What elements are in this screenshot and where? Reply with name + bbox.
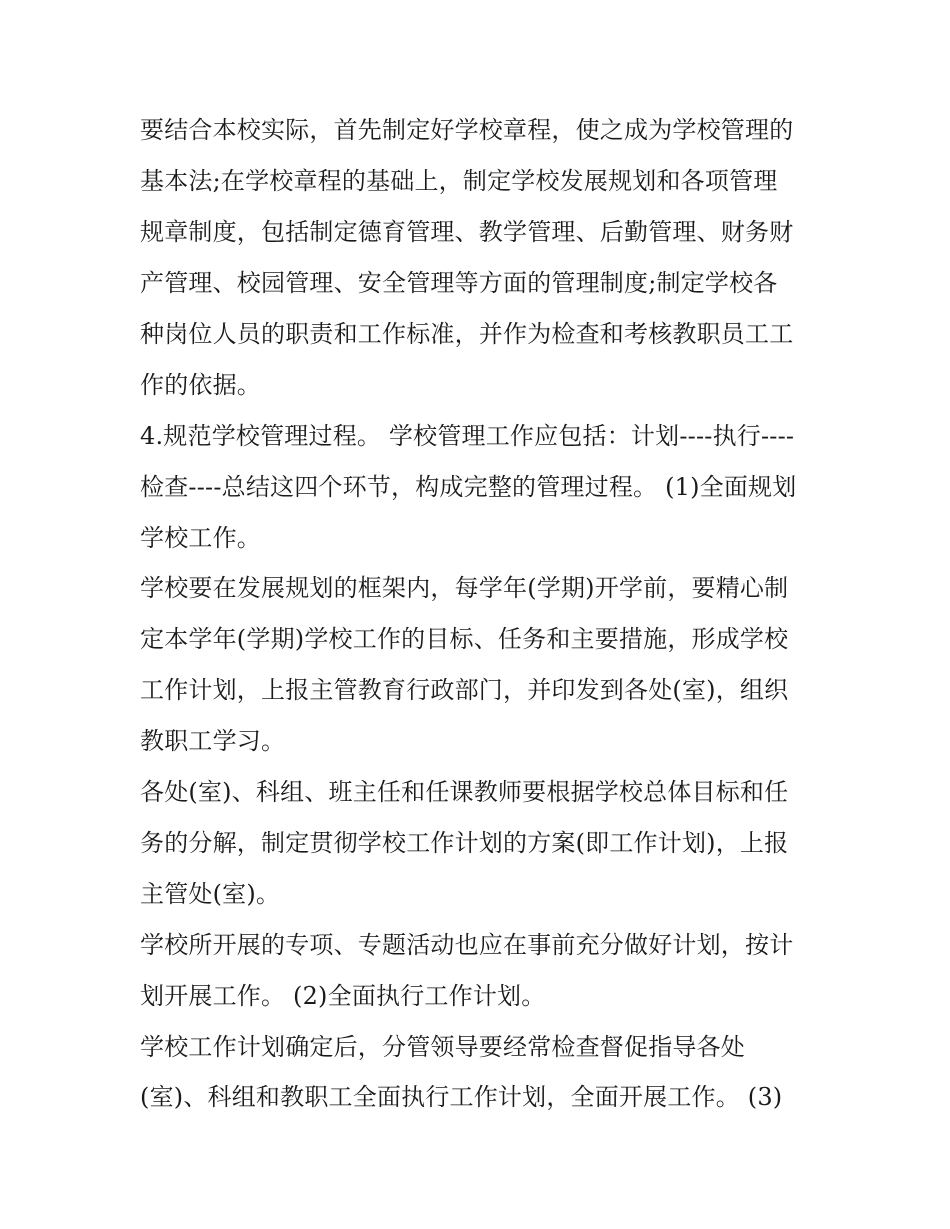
text-line: 学校工作。 (140, 524, 261, 552)
text-line: 作的依据。 (140, 371, 261, 399)
text-line: 规章制度，包括制定德育管理、教学管理、后勤管理、财务财 (140, 218, 794, 246)
text-line: 学校要在发展规划的框架内，每学年(学期)开学前，要精心制 (140, 574, 789, 602)
text-line: 划开展工作。 (2)全面执行工作计划。 (140, 982, 546, 1010)
text-line: 基本法;在学校章程的基础上，制定学校发展规划和各项管理 (140, 167, 778, 195)
text-line: 4.规范学校管理过程。 学校管理工作应包括：计划----执行---- (140, 422, 795, 450)
text-line: 工作计划，上报主管教育行政部门，并印发到各处(室)，组织 (140, 676, 789, 704)
text-line: 定本学年(学期)学校工作的目标、任务和主要措施，形成学校 (140, 625, 789, 653)
text-line: 主管处(室)。 (140, 880, 281, 908)
text-line: 教职工学习。 (140, 727, 286, 755)
text-line: (室)、科组和教职工全面执行工作计划，全面开展工作。 (3) (140, 1083, 783, 1111)
text-line: 要结合本校实际，首先制定好学校章程，使之成为学校管理的 (140, 116, 794, 144)
text-line: 检查----总结这四个环节，构成完整的管理过程。 (1)全面规划 (140, 473, 797, 501)
text-line: 学校工作计划确定后，分管领导要经常检查督促指导各处 (140, 1033, 745, 1061)
text-line: 各处(室)、科组、班主任和任课教师要根据学校总体目标和任 (140, 778, 789, 806)
text-line: 种岗位人员的职责和工作标准，并作为检查和考核教职员工工 (140, 320, 794, 348)
text-line: 产管理、校园管理、安全管理等方面的管理制度;制定学校各 (140, 269, 778, 297)
text-line: 学校所开展的专项、专题活动也应在事前充分做好计划，按计 (140, 931, 794, 959)
text-line: 务的分解，制定贯彻学校工作计划的方案(即工作计划)，上报 (140, 829, 789, 857)
